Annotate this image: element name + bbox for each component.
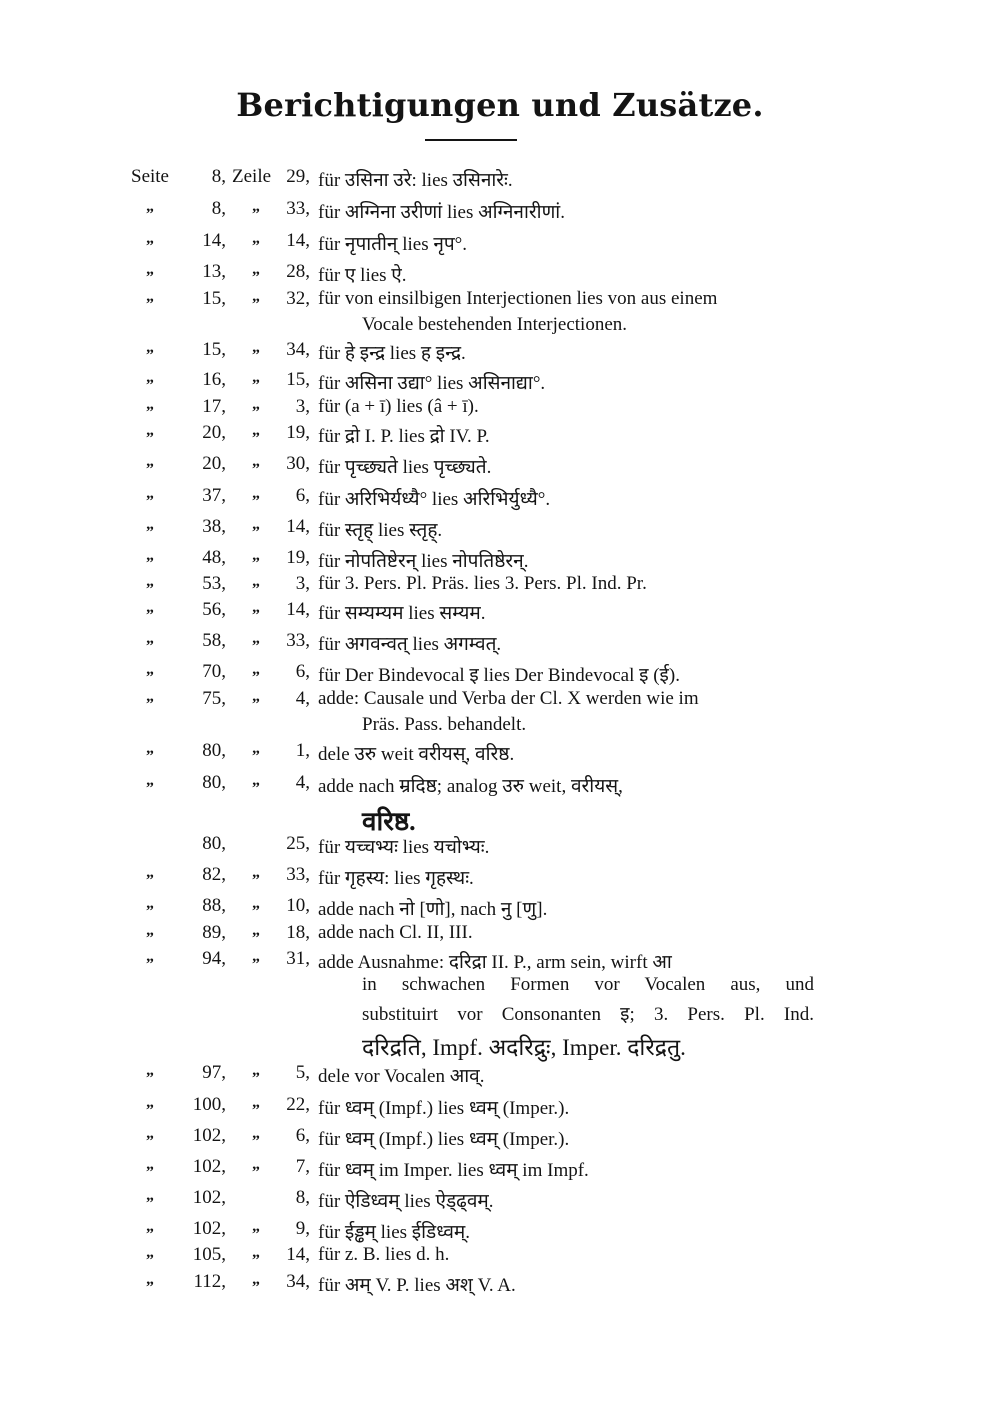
- ditto-mark: „: [252, 288, 260, 305]
- ditto-mark: „: [146, 772, 154, 789]
- ditto-mark: „: [252, 422, 260, 439]
- correction-text: für नृपातीन् lies नृप°.: [318, 234, 468, 255]
- ditto-mark: „: [252, 661, 260, 678]
- ditto-mark: „: [146, 895, 154, 912]
- ditto-mark: „: [252, 261, 260, 278]
- page-number: 13,: [202, 261, 226, 282]
- page-number: 88,: [202, 895, 226, 916]
- line-number: 7,: [295, 1156, 310, 1177]
- ditto-mark: „: [252, 895, 260, 912]
- correction-text: für पृच्छ्यते lies पृच्छ्यते.: [318, 457, 492, 478]
- page-number: 15,: [202, 339, 226, 360]
- line-number: 10,: [286, 895, 310, 916]
- ditto-mark: „: [146, 453, 154, 470]
- correction-text: für यच्चभ्यः lies यचोभ्यः.: [318, 837, 490, 858]
- correction-text: für अम् V. P. lies अश् V. A.: [318, 1275, 516, 1296]
- line-number: 1,: [295, 740, 310, 761]
- ditto-mark: „: [146, 1125, 154, 1142]
- continuation-text: Vocale bestehenden Interjectionen.: [362, 314, 628, 335]
- ditto-mark: „: [146, 516, 154, 533]
- ditto-mark: „: [146, 599, 154, 616]
- ditto-mark: „: [252, 1156, 260, 1173]
- ditto-mark: „: [252, 1125, 260, 1142]
- ditto-mark: „: [146, 1187, 154, 1204]
- line-number: 22,: [286, 1094, 310, 1115]
- ditto-mark: „: [146, 369, 154, 386]
- line-number: 33,: [286, 198, 310, 219]
- ditto-mark: „: [146, 661, 154, 678]
- page-number: 80,: [202, 740, 226, 761]
- ditto-mark: „: [252, 573, 260, 590]
- page-number: 100,: [192, 1094, 226, 1115]
- ditto-mark: „: [146, 1244, 154, 1261]
- correction-text: für सम्यम्यम lies सम्यम.: [318, 603, 486, 624]
- line-number: 30,: [286, 453, 310, 474]
- correction-text: dele vor Vocalen आव्.: [318, 1066, 485, 1087]
- correction-text: für ए lies ऐ.: [318, 265, 407, 286]
- ditto-mark: „: [146, 573, 154, 590]
- correction-text: für von einsilbigen Interjectionen lies von aus einem: [318, 288, 718, 309]
- page-number: 89,: [202, 922, 226, 943]
- line-number: 28,: [286, 261, 310, 282]
- line-number: 6,: [295, 661, 310, 682]
- line-number: 29,: [286, 166, 310, 187]
- ditto-mark: „: [252, 1244, 260, 1261]
- line-number: 14,: [286, 1244, 310, 1265]
- page-number: 105,: [192, 1244, 226, 1265]
- correction-text: adde nach Cl. II, III.: [318, 922, 473, 943]
- correction-text: adde Ausnahme: दरिद्रा II. P., arm sein, wirft आ: [318, 952, 672, 973]
- correction-text: für Der Bindevocal इ lies Der Bindevocal इ (ई).: [318, 665, 680, 686]
- ditto-mark: „: [252, 1271, 260, 1288]
- line-number: 6,: [295, 485, 310, 506]
- line-number: 8,: [295, 1187, 310, 1208]
- ditto-mark: „: [146, 948, 154, 965]
- ditto-mark: „: [252, 198, 260, 215]
- page-number: 56,: [202, 599, 226, 620]
- page-number: 15,: [202, 288, 226, 309]
- page-number: 8,: [211, 198, 226, 219]
- line-number: 25,: [286, 833, 310, 854]
- ditto-mark: „: [252, 547, 260, 564]
- ditto-mark: „: [252, 772, 260, 789]
- line-number: 19,: [286, 422, 310, 443]
- line-number: 15,: [286, 369, 310, 390]
- correction-text: adde nach म्रदिष्ठ; analog उरु weit, वरीयस्,: [318, 776, 623, 797]
- ditto-mark: „: [146, 198, 154, 215]
- line-number: 5,: [295, 1062, 310, 1083]
- line-number: 4,: [295, 688, 310, 709]
- line-number: 6,: [295, 1125, 310, 1146]
- ditto-mark: „: [146, 288, 154, 305]
- correction-text: für गृहस्य: lies गृहस्थः.: [318, 868, 474, 889]
- page-number: 53,: [202, 573, 226, 594]
- ditto-mark: „: [146, 630, 154, 647]
- line-number: 9,: [295, 1218, 310, 1239]
- correction-text: für असिना उद्या° lies असिनाद्या°.: [318, 373, 546, 394]
- page-number: 97,: [202, 1062, 226, 1083]
- correction-text: für ध्वम् (Impf.) lies ध्वम् (Imper.).: [318, 1129, 570, 1150]
- correction-text: für द्रो I. P. lies द्रो IV. P.: [318, 426, 490, 447]
- page-number: 112,: [193, 1271, 226, 1292]
- ditto-mark: „: [252, 688, 260, 705]
- ditto-mark: „: [146, 1218, 154, 1235]
- ditto-mark: „: [146, 339, 154, 356]
- page-number: 38,: [202, 516, 226, 537]
- page-number: 80,: [202, 833, 226, 854]
- line-number: 34,: [286, 1271, 310, 1292]
- page-number: 102,: [192, 1125, 226, 1146]
- seite-label: Seite: [131, 166, 169, 187]
- ditto-mark: „: [146, 396, 154, 413]
- correction-text: adde nach नो [णो], nach नु [णु].: [318, 899, 548, 920]
- correction-text: für अग्निना उरीणां lies अग्निनारीणां.: [318, 202, 565, 223]
- correction-text: für z. B. lies d. h.: [318, 1244, 450, 1265]
- line-number: 31,: [286, 948, 310, 969]
- ditto-mark: „: [146, 261, 154, 278]
- page-number: 58,: [202, 630, 226, 651]
- ditto-mark: „: [252, 453, 260, 470]
- ditto-mark: „: [252, 339, 260, 356]
- correction-text: für ध्वम् (Impf.) lies ध्वम् (Imper.).: [318, 1098, 570, 1119]
- page-number: 82,: [202, 864, 226, 885]
- ditto-mark: „: [146, 688, 154, 705]
- correction-text: für नोपतिष्टेरन् lies नोपतिष्ठेरन्.: [318, 551, 529, 572]
- page-number: 75,: [202, 688, 226, 709]
- page-number: 94,: [202, 948, 226, 969]
- line-number: 34,: [286, 339, 310, 360]
- correction-text: für 3. Pers. Pl. Präs. lies 3. Pers. Pl. Ind. Pr.: [318, 573, 647, 594]
- line-number: 32,: [286, 288, 310, 309]
- zeile-label: Zeile: [232, 166, 272, 187]
- correction-text: für (a + ī) lies (â + ī).: [318, 396, 479, 417]
- line-number: 18,: [286, 922, 310, 943]
- line-number: 33,: [286, 630, 310, 651]
- continuation-text: दरिद्रति, Impf. अदरिद्रुः, Imper. दरिद्रतु.: [362, 1035, 686, 1060]
- page-number: 20,: [202, 453, 226, 474]
- ditto-mark: „: [252, 1094, 260, 1111]
- ditto-mark: „: [252, 396, 260, 413]
- correction-text: für हे इन्द्र lies ह इन्द्र.: [318, 343, 466, 364]
- correction-text: für अगवन्वत् lies अगम्वत्.: [318, 634, 502, 655]
- page-title: Berichtigungen und Zusätze.: [236, 86, 764, 124]
- correction-text: für अरिभिर्यध्यै° lies अरिभिर्युध्यै°.: [318, 489, 551, 510]
- continuation-text: substituirt vor Consonanten इ; 3. Pers. Pl. Ind.: [362, 1004, 814, 1025]
- ditto-mark: „: [146, 864, 154, 881]
- line-number: 3,: [295, 573, 310, 594]
- ditto-mark: „: [252, 948, 260, 965]
- correction-text: adde: Causale und Verba der Cl. X werden wie im: [318, 688, 699, 709]
- page-number: 80,: [202, 772, 226, 793]
- ditto-mark: „: [252, 485, 260, 502]
- ditto-mark: „: [252, 369, 260, 386]
- correction-text: für उसिना उरे: lies उसिनारेः.: [318, 170, 513, 191]
- ditto-mark: „: [146, 922, 154, 939]
- page-number: 16,: [202, 369, 226, 390]
- ditto-mark: „: [146, 1271, 154, 1288]
- ditto-mark: „: [252, 230, 260, 247]
- ditto-mark: „: [252, 740, 260, 757]
- line-number: 4,: [295, 772, 310, 793]
- ditto-mark: „: [146, 1062, 154, 1079]
- ditto-mark: „: [252, 864, 260, 881]
- page-number: 37,: [202, 485, 226, 506]
- line-number: 3,: [295, 396, 310, 417]
- line-number: 14,: [286, 516, 310, 537]
- page-number: 102,: [192, 1218, 226, 1239]
- line-number: 19,: [286, 547, 310, 568]
- correction-text: für ध्वम् im Imper. lies ध्वम् im Impf.: [318, 1160, 589, 1181]
- ditto-mark: „: [146, 422, 154, 439]
- continuation-text: in schwachen Formen vor Vocalen aus, und: [362, 974, 814, 995]
- page-number: 20,: [202, 422, 226, 443]
- ditto-mark: „: [146, 740, 154, 757]
- ditto-mark: „: [146, 485, 154, 502]
- continuation-text: वरिष्ठ.: [362, 807, 416, 836]
- ditto-mark: „: [146, 1094, 154, 1111]
- correction-text: für ऐडिध्वम् lies ऐड्ढ्वम्.: [318, 1191, 494, 1212]
- correction-text: dele उरु weit वरीयस्, वरिष्ठ.: [318, 744, 515, 765]
- page-number: 17,: [202, 396, 226, 417]
- page-number: 70,: [202, 661, 226, 682]
- correction-text: für स्तृह् lies स्तृह्.: [318, 520, 443, 541]
- page-number: 102,: [192, 1156, 226, 1177]
- ditto-mark: „: [252, 516, 260, 533]
- correction-text: für ईड्ढम् lies ईडिध्वम्.: [318, 1222, 471, 1243]
- ditto-mark: „: [146, 230, 154, 247]
- ditto-mark: „: [252, 599, 260, 616]
- ditto-mark: „: [252, 1062, 260, 1079]
- page-number: 14,: [202, 230, 226, 251]
- title-rule: [425, 139, 517, 141]
- page-number: 8,: [211, 166, 226, 187]
- ditto-mark: „: [146, 547, 154, 564]
- line-number: 33,: [286, 864, 310, 885]
- page-number: 48,: [202, 547, 226, 568]
- line-number: 14,: [286, 230, 310, 251]
- line-number: 14,: [286, 599, 310, 620]
- ditto-mark: „: [252, 1218, 260, 1235]
- ditto-mark: „: [252, 922, 260, 939]
- page-number: 102,: [192, 1187, 226, 1208]
- continuation-text: Präs. Pass. behandelt.: [362, 714, 527, 735]
- ditto-mark: „: [146, 1156, 154, 1173]
- ditto-mark: „: [252, 630, 260, 647]
